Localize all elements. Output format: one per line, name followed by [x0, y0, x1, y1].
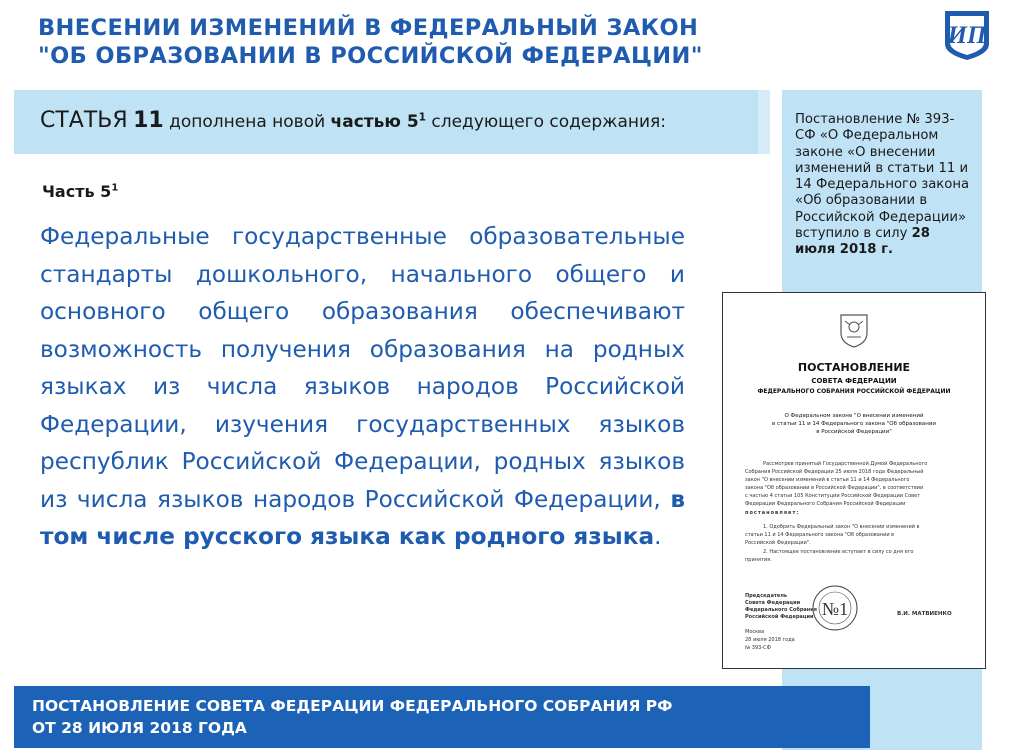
- footer-text: [32, 695, 673, 739]
- doc-item-1b: статьи 11 и 14 Федерального закона "Об образовании в: [745, 532, 895, 538]
- doc-signer: В.И. МАТВИЕНКО: [897, 611, 952, 617]
- logo-icon: [942, 8, 992, 62]
- doc-item-1a: 1. Одобрить Федеральный закон "О внесении изменений в: [763, 524, 920, 530]
- decree-document-image: [722, 292, 986, 669]
- doc-para-4: закона "Об образовании в Российской Федерации", в соответствии: [745, 485, 924, 491]
- decree-document: [723, 293, 985, 668]
- article-heading: [40, 108, 666, 133]
- title-line-1: ВНЕСЕНИИ ИЗМЕНЕНИЙ В ФЕДЕРАЛЬНЫЙ ЗАКОН: [38, 15, 699, 41]
- side-note-date: 28 июля 2018 г.: [795, 226, 930, 258]
- doc-subject-3: в Российской Федерации": [816, 429, 892, 435]
- footer-banner: [14, 686, 870, 748]
- doc-date: 28 июля 2018 года: [745, 637, 795, 643]
- article-banner: [14, 90, 770, 154]
- part-label-text: Часть 5: [42, 182, 112, 201]
- doc-heading: ПОСТАНОВЛЕНИЕ: [797, 361, 911, 374]
- side-note: [795, 112, 973, 292]
- footer-line-2: ОТ 28 ИЮЛЯ 2018 ГОДА: [32, 719, 247, 737]
- doc-subject-2: в статьи 11 и 14 Федерального закона "Об образовании: [771, 421, 937, 427]
- doc-para-3: закон "О внесении изменений в статьи 11 и 14 Федерального: [745, 477, 910, 483]
- doc-item-2b: принятия.: [745, 557, 772, 563]
- article-suffix: следующего содержания:: [431, 112, 666, 132]
- stamp-icon: [813, 586, 857, 630]
- article-middle: дополнена новой: [169, 112, 326, 132]
- doc-sub1: СОВЕТА ФЕДЕРАЦИИ: [811, 377, 897, 385]
- doc-subject-1: О Федеральном законе "О внесении изменений: [784, 413, 924, 419]
- doc-item-2a: 2. Настоящее постановление вступает в силу со дня его: [763, 549, 914, 555]
- doc-para-1: Рассмотрев принятый Государственной Думой Федерального: [763, 461, 928, 467]
- article-part: [331, 112, 426, 132]
- banner-accent: [758, 90, 770, 154]
- doc-decree: постановляет:: [745, 510, 800, 516]
- doc-number: № 393-СФ: [745, 645, 771, 651]
- doc-sign-3: Федерального Собрания: [745, 607, 817, 613]
- doc-para-5: с частью 4 статьи 105 Конституции Российской Федерации Совет: [745, 493, 921, 499]
- logo-text: ИП: [947, 22, 987, 49]
- doc-sub2: ФЕДЕРАЛЬНОГО СОБРАНИЯ РОССИЙСКОЙ ФЕДЕРАЦИИ: [757, 388, 951, 395]
- article-prefix: СТАТЬЯ: [40, 108, 128, 133]
- article-number: 11: [133, 108, 164, 133]
- coat-of-arms-icon: [841, 315, 867, 347]
- doc-sign-4: Российской Федерации: [745, 614, 814, 620]
- law-text-normal: Федеральные государственные образовательные стандарты дошкольного, начального общего и основного общего образования обеспечивают возможность получения образования на родных языках из числа языков народов Российской Федерации, изучения государственных языков республик Российской Федерации, родных языков из числа языков народов Российской Федерации,: [40, 223, 685, 513]
- doc-sign-2: Совета Федерации: [745, 600, 801, 606]
- title-line-2: "ОБ ОБРАЗОВАНИИ В РОССИЙСКОЙ ФЕДЕРАЦИИ": [38, 43, 703, 69]
- doc-sign-1: Председатель: [745, 593, 788, 599]
- law-text-end: .: [654, 523, 662, 550]
- part-label: [42, 182, 118, 201]
- law-text: [40, 218, 685, 556]
- side-note-text: Постановление № 393-СФ «О Федеральном законе «О внесении изменений в статьи 11 и 14 Федерального закона «Об образовании в Российской Федерации» вступило в силу: [795, 112, 970, 242]
- doc-para-6: Федерации Федерального Собрания Российской Федерации: [745, 501, 906, 507]
- stamp-mark: №1: [821, 599, 849, 619]
- doc-city: Москва: [745, 629, 765, 635]
- page-title: [38, 14, 918, 70]
- article-part-sup: 1: [418, 111, 426, 124]
- doc-item-1c: Российской Федерации".: [745, 540, 811, 546]
- doc-para-2: Собрания Российской Федерации 25 июля 2018 года Федеральный: [745, 469, 924, 475]
- law-text-bold: в том числе русского языка как родного языка: [40, 485, 685, 550]
- article-part-text: частью 5: [330, 112, 419, 132]
- part-label-sup: 1: [111, 182, 119, 194]
- footer-line-1: ПОСТАНОВЛЕНИЕ СОВЕТА ФЕДЕРАЦИИ ФЕДЕРАЛЬНОГО СОБРАНИЯ РФ: [32, 697, 673, 715]
